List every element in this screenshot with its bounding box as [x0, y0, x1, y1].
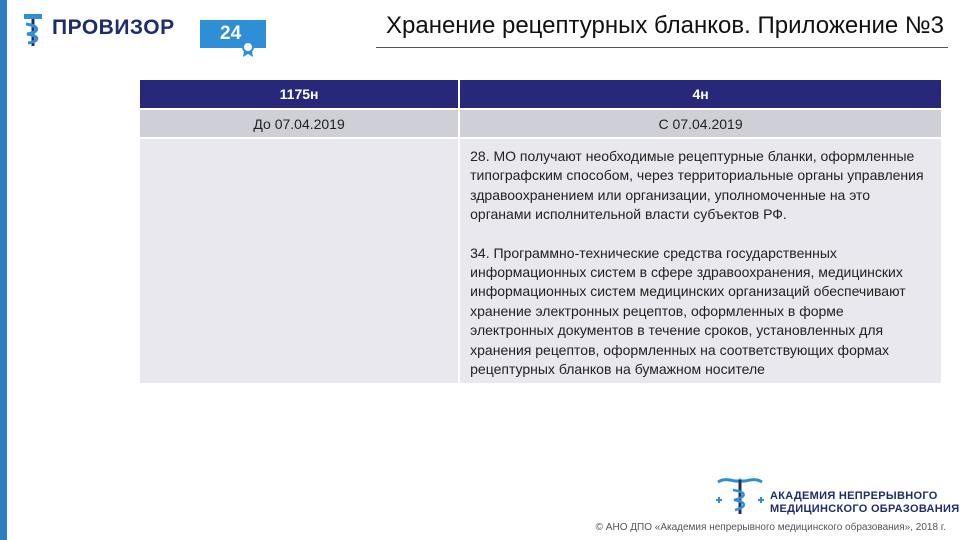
comparison-table	[140, 80, 943, 383]
date-cell-before: До 07.04.2019	[140, 109, 459, 138]
paragraph-34: 34. Программно-технические средства государственных информационных систем в сфере здравоохранения, медицинских информационных систем медицинских организаций обеспечивают хранение электронных рецептов, оформленных в форме электронных документов в течение сроков, установленных для хранения рецептов, оформленных на соответствующих формах рецептурных бланков на бумажном носителе	[470, 244, 906, 378]
academy-name-line2: МЕДИЦИНСКОГО ОБРАЗОВАНИЯ	[770, 503, 960, 515]
copyright-text: © АНО ДПО «Академия непрерывного медицинского образования», 2018 г.	[595, 522, 946, 533]
table-date-row	[140, 109, 942, 138]
logo-number: 24	[220, 23, 242, 44]
page-title: Хранение рецептурных бланков. Приложение №3	[385, 12, 944, 39]
paragraph-28: 28. МО получают необходимые рецептурные бланки, оформленные типографским способом, через территориальные органы управления здравоохранением или организации, уполномоченные на это органами исполнительной власти субъектов РФ.	[470, 148, 924, 223]
caduceus-icon	[18, 10, 48, 50]
body-cell-1175n	[140, 138, 459, 383]
table-header-row	[140, 80, 942, 109]
academy-name-line1: АКАДЕМИЯ НЕПРЕРЫВНОГО	[770, 490, 938, 502]
column-header-1175n: 1175н	[140, 80, 459, 109]
table-body-row	[140, 138, 942, 383]
badge-icon	[240, 40, 256, 58]
title-underline	[376, 47, 948, 48]
date-cell-after: С 07.04.2019	[459, 109, 942, 138]
provizor-logo	[14, 4, 274, 58]
logo-text: ПРОВИЗОР	[52, 16, 175, 39]
body-cell-4n	[459, 138, 942, 383]
column-header-4n: 4н	[459, 80, 942, 109]
left-accent-bar	[0, 0, 7, 540]
academy-emblem-icon	[714, 474, 766, 516]
